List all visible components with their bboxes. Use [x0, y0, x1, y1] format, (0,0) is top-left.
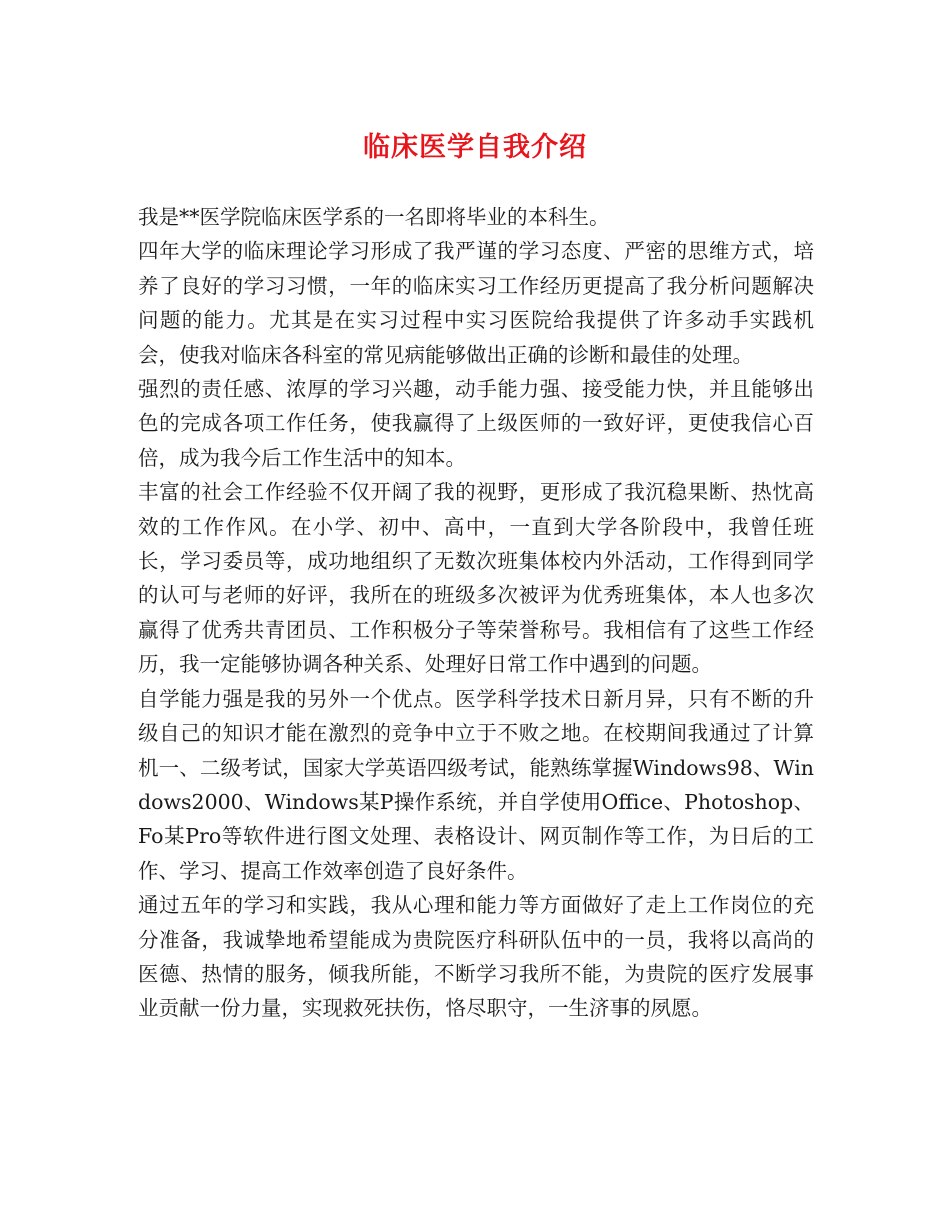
paragraph-conclusion: 通过五年的学习和实践，我从心理和能力等方面做好了走上工作岗位的充分准备，我诚挚地希望能成为贵院医疗科研队伍中的一员，我将以高尚的医德、热情的服务，倾我所能，不断学习我所不能，为贵院的医疗发展事业贡献一份力量，实现救死扶伤，恪尽职守，一生济事的夙愿。 [138, 893, 814, 1021]
paragraph-intro: 我是**医学院临床医学系的一名即将毕业的本科生。 [138, 205, 610, 229]
paragraph-social-experience: 丰富的社会工作经验不仅开阔了我的视野，更形成了我沉稳果断、热忱高效的工作作风。在小学、初中、高中，一直到大学各阶段中，我曾任班长，学习委员等，成功地组织了无数次班集体校内外活动，工作得到同学的认可与老师的好评，我所在的班级多次被评为优秀班集体，本人也多次赢得了优秀共青团员、工作积极分子等荣誉称号。我相信有了这些工作经历，我一定能够协调各种关系、处理好日常工作中遇到的问题。 [138, 480, 814, 677]
paragraph-clinical-study: 四年大学的临床理论学习形成了我严谨的学习态度、严密的思维方式，培养了良好的学习习惯，一年的临床实习工作经历更提高了我分析问题解决问题的能力。尤其是在实习过程中实习医院给我提供了许多动手实践机会，使我对临床各科室的常见病能够做出正确的诊断和最佳的处理。 [138, 239, 814, 367]
paragraph-responsibility: 强烈的责任感、浓厚的学习兴趣，动手能力强、接受能力快，并且能够出色的完成各项工作任务，使我赢得了上级医师的一致好评，更使我信心百倍，成为我今后工作生活中的知本。 [138, 377, 814, 470]
paragraph-self-learning: 自学能力强是我的另外一个优点。医学科学技术日新月异，只有不断的升级自己的知识才能在激烈的竞争中立于不败之地。在校期间我通过了计算机一、二级考试，国家大学英语四级考试，能熟练掌握Windows98、Windows2000、Windows某P操作系统，并自学使用Office、Photoshop、Fo某Pro等软件进行图文处理、表格设计、网页制作等工作，为日后的工作、学习、提高工作效率创造了良好条件。 [138, 686, 814, 883]
document-body [138, 200, 814, 1026]
document-title: 临床医学自我介绍 [363, 132, 587, 163]
